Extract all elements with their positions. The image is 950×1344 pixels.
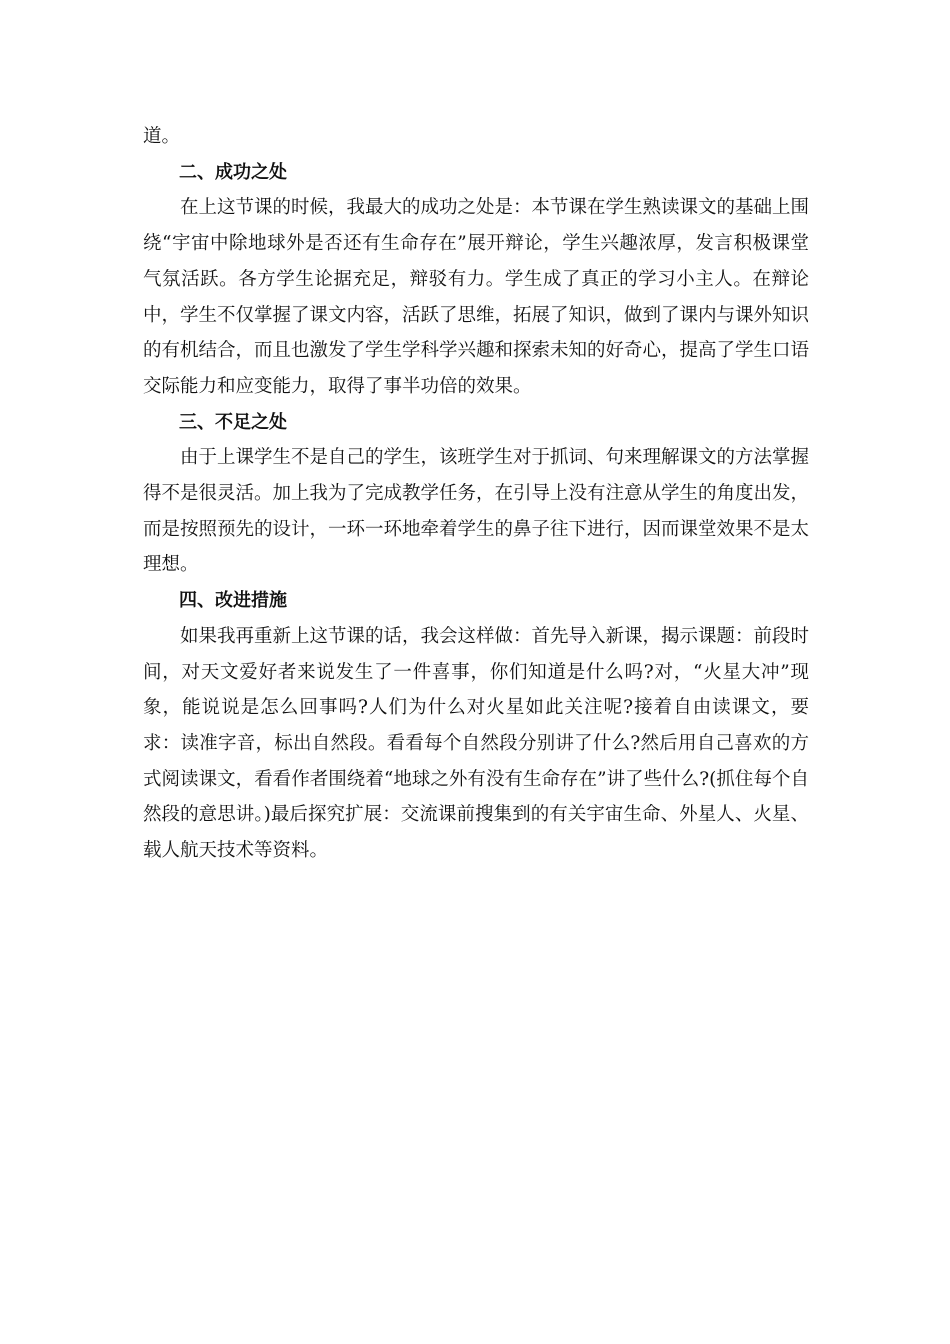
section-body-shortcomings: 由于上课学生不是自己的学生，该班学生对于抓词、句来理解课文的方法掌握得不是很灵活。加上我为了完成教学任务，在引导上没有注意从学生的角度出发，而是按照预先的设计，一环一环地牵着学生的鼻子往下进行，因而课堂效果不是太理想。 (143, 447, 810, 576)
section-heading-improvements: 四、改进措施 (179, 590, 287, 612)
document-body (143, 119, 809, 869)
section-body-success: 在上这节课的时候，我最大的成功之处是：本节课在学生熟读课文的基础上围绕“宇宙中除地球外是否还有生命存在”展开辩论，学生兴趣浓厚，发言积极课堂气氛活跃。各方学生论据充足，辩驳有力。学生成了真正的学习小主人。在辩论中，学生不仅掌握了课文内容，活跃了思维，拓展了知识，做到了课内与课外知识的有机结合，而且也激发了学生学科学兴趣和探索未知的好奇心，提高了学生口语交际能力和应变能力，取得了事半功倍的效果。 (143, 197, 810, 397)
section-heading-shortcomings: 三、不足之处 (179, 411, 287, 433)
continued-paragraph: 道。 (143, 126, 181, 147)
section-body-improvements: 如果我再重新上这节课的话，我会这样做：首先导入新课，揭示课题：前段时间，对天文爱好者来说发生了一件喜事，你们知道是什么吗?对，“火星大冲”现象，能说说是怎么回事吗?人们为什么对火星如此关注呢?接着自由读课文，要求：读准字音，标出自然段。看看每个自然段分别讲了什么?然后用自己喜欢的方式阅读课文，看看作者围绕着“地球之外有没有生命存在”讲了些什么?(抓住每个自然段的意思讲。)最后探究扩展：交流课前搜集到的有关宇宙生命、外星人、火星、载人航天技术等资料。 (143, 625, 810, 862)
section-heading-success: 二、成功之处 (179, 161, 287, 183)
